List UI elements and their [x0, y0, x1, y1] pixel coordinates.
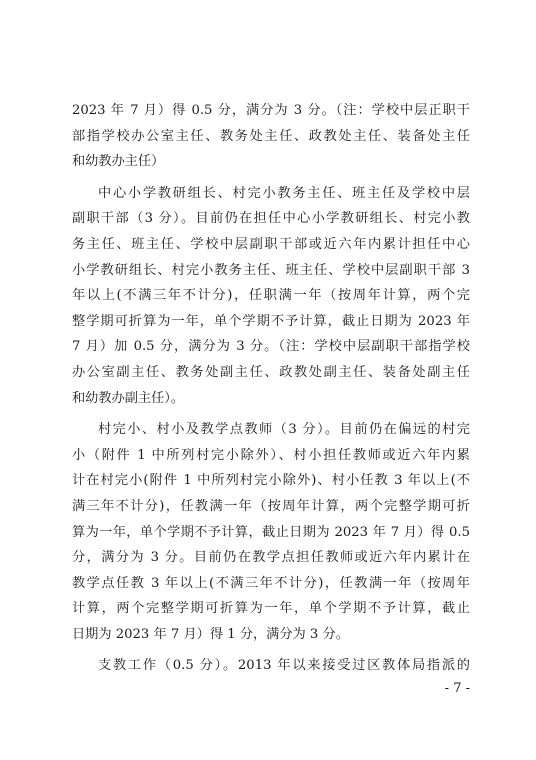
text-line: 2023 年 7 月）得 0.5 分，满分为 3 分。（注：学校中层正职干	[72, 103, 470, 118]
paragraph	[72, 653, 470, 679]
text-line: 副职干部（3 分）。目前仍在担任中心小学教研组长、村完小教	[72, 211, 470, 227]
text-line: 部指学校办公室主任、教务处主任、政教处主任、装备处主任	[72, 128, 470, 144]
paragraph	[72, 181, 470, 411]
text-line: 务主任、班主任、学校中层副职干部或近六年内累计担任中心	[72, 236, 470, 252]
text-line: 计在村完小(附件 1 中所列村完小除外)、村小任教 3 年以上(不	[72, 473, 470, 489]
text-line: 小学教研组长、村完小教务主任、班主任、学校中层副职干部 3	[72, 262, 470, 278]
text-line: 和幼教办主任）	[72, 154, 165, 170]
text-line: 办公室副主任、教务处副主任、政教处副主任、装备处副主任	[72, 364, 470, 380]
body-text	[72, 98, 470, 679]
text-line: 小（附件 1 中所列村完小除外）、村小担任教师或近六年内累	[72, 447, 470, 463]
text-line: 整学期可折算为一年，单个学期不予计算，截止日期为 2023 年	[72, 313, 470, 329]
text-line: 教学点任教 3 年以上(不满三年不计分)，任教满一年（按周年	[72, 575, 470, 591]
text-line: 和幼教办副主任）。	[72, 390, 185, 406]
text-line: 年以上(不满三年不计分)，任职满一年（按周年计算，两个完	[72, 288, 470, 304]
text-line: 计算，两个完整学期可折算为一年，单个学期不予计算，截止	[72, 601, 470, 617]
text-line: 7 月）加 0.5 分，满分为 3 分。（注：学校中层副职干部指学校	[72, 339, 470, 355]
text-line: 村完小、村小及教学点教师（3 分）。目前仍在偏远的村完	[98, 422, 470, 438]
text-line: 日期为 2023 年 7 月）得 1 分，满分为 3 分。	[72, 626, 349, 642]
paragraph	[72, 98, 470, 175]
text-line: 分，满分为 3 分。目前仍在教学点担任教师或近六年内累计在	[72, 550, 470, 566]
text-line: 支教工作（0.5 分）。2013 年以来接受过区教体局指派的	[98, 658, 470, 674]
paragraph	[72, 417, 470, 647]
page-number: - 7 -	[444, 681, 470, 696]
text-line: 中心小学教研组长、村完小教务主任、班主任及学校中层	[98, 185, 470, 201]
text-line: 算为一年，单个学期不予计算，截止日期为 2023 年 7 月）得 0.5	[72, 524, 470, 540]
text-line: 满三年不计分)，任教满一年（按周年计算，两个完整学期可折	[72, 498, 470, 514]
